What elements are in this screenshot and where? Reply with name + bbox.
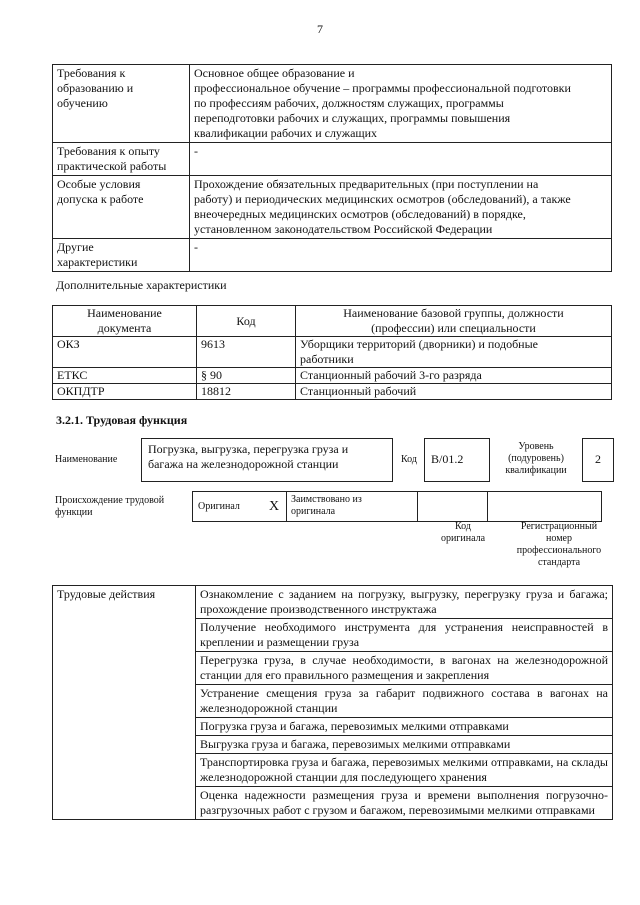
table-cell: ОКЗ bbox=[53, 337, 197, 368]
code-original-label: Код оригинала bbox=[440, 521, 486, 544]
labor-actions-table bbox=[52, 585, 613, 820]
labor-action: Перегрузка груза, в случае необходимости, в вагонах на железнодорожной станции для его правильного размещения и закрепления bbox=[196, 652, 613, 685]
row-label: Другие характеристики bbox=[53, 239, 190, 272]
table-row bbox=[53, 337, 612, 368]
labor-action: Выгрузка груза и багажа, перевозимых мелкими отправками bbox=[196, 736, 613, 754]
function-name: Погрузка, выгрузка, перегрузка груза и багажа на железнодорожной станции bbox=[141, 438, 393, 482]
borrowed-label: Заимствовано из оригинала bbox=[287, 492, 418, 522]
column-header: Наименование документа bbox=[53, 306, 197, 337]
row-label: Требования к образованию и обучению bbox=[53, 65, 190, 143]
row-value: Прохождение обязательных предварительных (при поступлении на работу) и периодических медицинских осмотров (обследований), а также внеочередных медицинских осмотров (обследований) в порядке, установленном законодательством Российской Федерации bbox=[190, 176, 612, 239]
table-row bbox=[193, 492, 602, 522]
row-value: - bbox=[190, 143, 612, 176]
labor-action: Оценка надежности размещения груза и времени выполнения погрузочно-разгрузочных работ с грузом и багажом, перевозимыми мелкими отправками bbox=[196, 787, 613, 820]
page-number: 7 bbox=[317, 22, 323, 36]
table-cell: Станционный рабочий 3-го разряда bbox=[296, 368, 612, 384]
additional-title: Дополнительные характеристики bbox=[56, 278, 227, 292]
table-row bbox=[53, 176, 612, 239]
additional-table bbox=[52, 305, 612, 400]
table-cell: ОКПДТР bbox=[53, 384, 197, 400]
code-original-cell bbox=[418, 492, 488, 522]
requirements-table bbox=[52, 64, 612, 272]
table-row bbox=[53, 368, 612, 384]
reg-number-cell bbox=[488, 492, 602, 522]
table-cell: 18812 bbox=[197, 384, 296, 400]
table-row bbox=[53, 65, 612, 143]
table-cell: 9613 bbox=[197, 337, 296, 368]
labor-action: Погрузка груза и багажа, перевозимых мелкими отправками bbox=[196, 718, 613, 736]
table-row bbox=[53, 384, 612, 400]
section-title: 3.2.1. Трудовая функция bbox=[56, 413, 188, 427]
labor-action: Устранение смещения груза за габарит подвижного состава в вагонах на железнодорожной станции bbox=[196, 685, 613, 718]
table-cell: Уборщики территорий (дворники) и подобные работники bbox=[296, 337, 612, 368]
name-label: Наименование bbox=[55, 454, 118, 465]
labor-action: Получение необходимого инструмента для устранения неисправностей в креплении и размещении груза bbox=[196, 619, 613, 652]
row-value: Основное общее образование и профессиональное обучение – программы профессиональной подготовки по профессиям рабочих, должностям служащих, программы переподготовки рабочих и служащих, программы повышения квалификации рабочих и служащих bbox=[190, 65, 612, 143]
table-header-row bbox=[53, 306, 612, 337]
function-code: В/01.2 bbox=[424, 438, 490, 482]
column-header: Наименование базовой группы, должности (профессии) или специальности bbox=[296, 306, 612, 337]
labor-action: Ознакомление с заданием на погрузку, выгрузку, перегрузку груза и багажа; прохождение производственного инструктажа bbox=[196, 586, 613, 619]
original-label: Оригинал bbox=[193, 492, 263, 522]
table-cell: ЕТКС bbox=[53, 368, 197, 384]
level-label: Уровень (подуровень) квалификации bbox=[505, 441, 567, 476]
table-cell: § 90 bbox=[197, 368, 296, 384]
table-row bbox=[53, 239, 612, 272]
row-label: Особые условия допуска к работе bbox=[53, 176, 190, 239]
table-cell: Станционный рабочий bbox=[296, 384, 612, 400]
reg-number-label: Регистрационный номер профессионального стандарта bbox=[516, 521, 602, 568]
column-header: Код bbox=[197, 306, 296, 337]
origin-label: Происхождение трудовой функции bbox=[55, 495, 165, 518]
row-value: - bbox=[190, 239, 612, 272]
table-row bbox=[53, 143, 612, 176]
labor-actions-label: Трудовые действия bbox=[53, 586, 196, 820]
table-row bbox=[53, 586, 613, 619]
code-label: Код bbox=[401, 454, 417, 465]
origin-table bbox=[192, 491, 602, 522]
labor-action: Транспортировка груза и багажа, перевозимых мелкими отправками, на склады железнодорожной станции для последующего хранения bbox=[196, 754, 613, 787]
level-value: 2 bbox=[582, 438, 614, 482]
original-mark: X bbox=[262, 492, 287, 522]
row-label: Требования к опыту практической работы bbox=[53, 143, 190, 176]
